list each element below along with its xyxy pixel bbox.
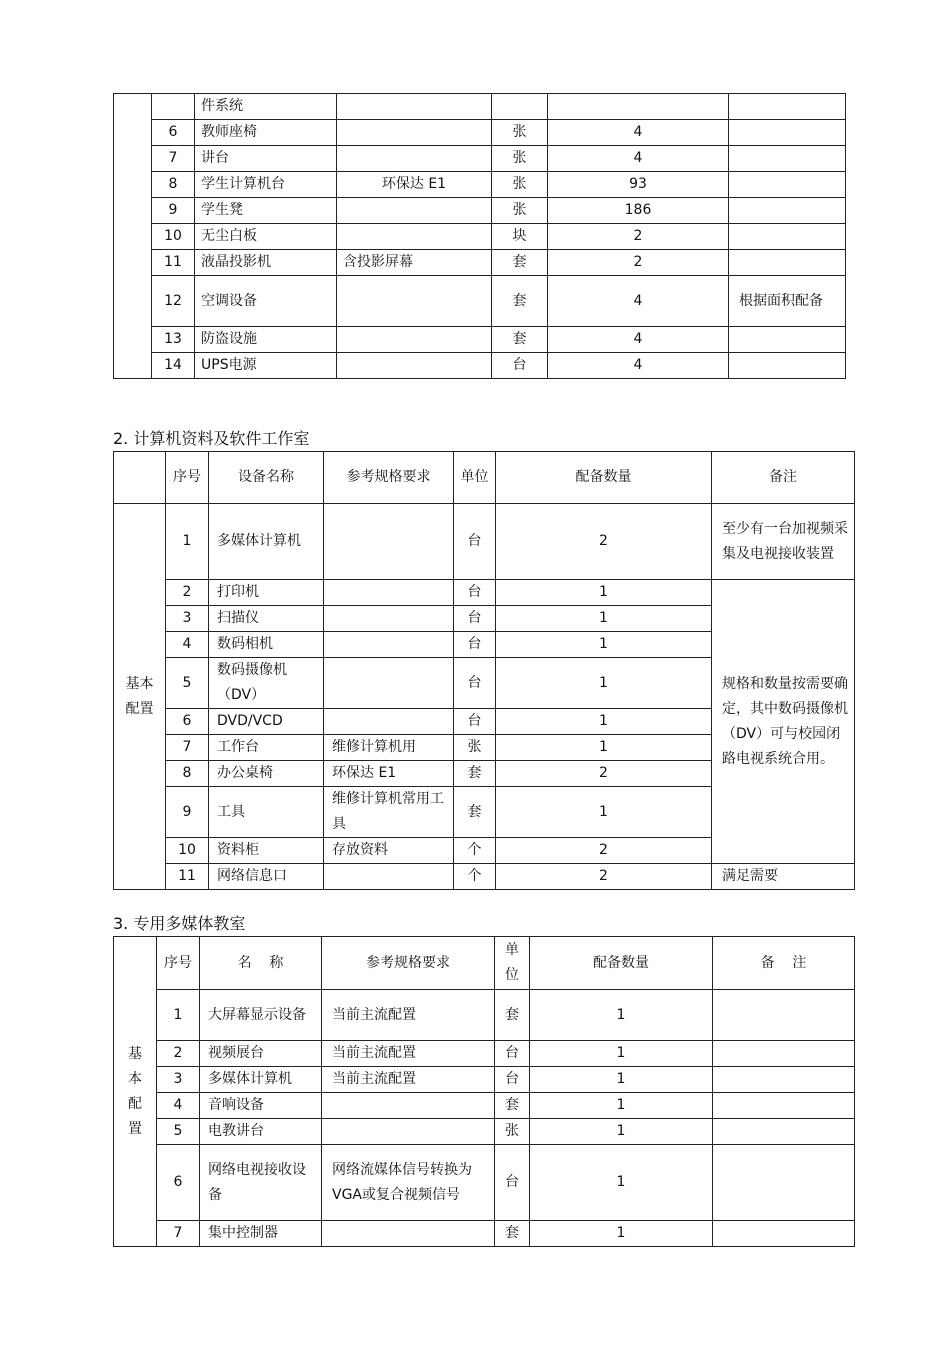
row-spec [324,632,454,658]
row-spec [337,94,492,120]
header-note: 备注 [712,452,855,504]
row-no: 9 [166,787,209,838]
row-qty: 186 [548,198,729,224]
row-spec [322,1093,495,1119]
table-row [114,580,855,606]
row-qty: 4 [548,146,729,172]
row-unit: 块 [492,224,548,250]
row-unit: 套 [495,990,530,1041]
row-qty: 1 [496,709,712,735]
table-row [114,250,846,276]
row-unit: 台 [492,353,548,379]
table-row [114,353,846,379]
table-header-row [114,452,855,504]
row-qty: 2 [496,761,712,787]
row-unit: 台 [495,1145,530,1221]
row-name: 学生凳 [195,198,337,224]
row-name: 工具 [209,787,324,838]
table-row [114,146,846,172]
row-spec [322,1119,495,1145]
table-row [114,94,846,120]
header-qty: 配备数量 [530,937,713,990]
row-unit: 套 [495,1093,530,1119]
row-name: 件系统 [195,94,337,120]
row-note [729,250,846,276]
row-name: 多媒体计算机 [200,1067,322,1093]
row-name: 讲台 [195,146,337,172]
row-unit: 套 [495,1221,530,1247]
row-no: 11 [152,250,195,276]
row-name: 多媒体计算机 [209,504,324,580]
row-qty: 2 [548,224,729,250]
row-no: 8 [152,172,195,198]
row-qty: 1 [496,580,712,606]
row-note [729,198,846,224]
row-name: 网络信息口 [209,864,324,890]
row-spec [322,1221,495,1247]
row-spec [324,580,454,606]
row-no: 10 [152,224,195,250]
row-qty: 4 [548,353,729,379]
row-spec: 存放资料 [324,838,454,864]
row-no: 1 [166,504,209,580]
row-unit: 台 [454,709,496,735]
row-unit: 张 [492,198,548,224]
row-note [729,353,846,379]
row-no: 3 [157,1067,200,1093]
row-name: 无尘白板 [195,224,337,250]
row-name: 扫描仪 [209,606,324,632]
row-no: 7 [157,1221,200,1247]
row-name: 视频展台 [200,1041,322,1067]
row-no: 10 [166,838,209,864]
row-note: 满足需要 [712,864,855,890]
row-unit: 套 [454,761,496,787]
row-qty: 2 [496,504,712,580]
row-spec [337,146,492,172]
header-name: 名 称 [200,937,322,990]
header-qty: 配备数量 [496,452,712,504]
row-spec [324,864,454,890]
header-name: 设备名称 [209,452,324,504]
table-header-row [114,937,855,990]
row-qty: 1 [496,658,712,709]
row-unit: 个 [454,864,496,890]
row-qty: 4 [548,276,729,327]
header-blank [114,452,166,504]
row-spec [324,709,454,735]
group-label [114,937,157,1247]
row-name: 学生计算机台 [195,172,337,198]
row-unit: 张 [454,735,496,761]
row-name: 办公桌椅 [209,761,324,787]
row-name: 防盗设施 [195,327,337,353]
row-unit: 个 [454,838,496,864]
row-note [713,1067,855,1093]
row-no: 14 [152,353,195,379]
row-unit: 台 [495,1041,530,1067]
row-spec: 当前主流配置 [322,990,495,1041]
row-unit: 张 [492,146,548,172]
row-name: 数码摄像机（DV） [209,658,324,709]
table-row [114,990,855,1041]
row-spec [337,353,492,379]
row-note [713,1041,855,1067]
row-unit: 台 [454,606,496,632]
table-row [114,198,846,224]
table-row [114,224,846,250]
row-spec: 含投影屏幕 [337,250,492,276]
table-row [114,276,846,327]
row-note [729,327,846,353]
table-row [114,172,846,198]
header-spec: 参考规格要求 [324,452,454,504]
row-spec: 环保达 E1 [324,761,454,787]
row-no: 5 [166,658,209,709]
row-unit: 台 [454,658,496,709]
row-name: 液晶投影机 [195,250,337,276]
row-unit: 套 [454,787,496,838]
row-qty: 2 [496,838,712,864]
row-name: 数码相机 [209,632,324,658]
row-qty: 1 [530,1221,713,1247]
row-qty: 93 [548,172,729,198]
section-heading-2: 2. 计算机资料及软件工作室 [113,429,310,448]
row-spec: 维修计算机常用工具 [324,787,454,838]
row-note [713,1221,855,1247]
row-name: 电教讲台 [200,1119,322,1145]
row-spec [337,198,492,224]
section-heading-3: 3. 专用多媒体教室 [113,914,246,933]
row-spec: 网络流媒体信号转换为 VGA或复合视频信号 [322,1145,495,1221]
row-qty: 1 [496,632,712,658]
row-spec [337,276,492,327]
header-unit: 单位 [495,937,530,990]
row-spec [324,606,454,632]
row-name: UPS电源 [195,353,337,379]
row-unit: 套 [492,327,548,353]
row-no: 8 [166,761,209,787]
row-no: 2 [157,1041,200,1067]
table-row [114,1067,855,1093]
row-qty: 1 [530,1145,713,1221]
row-note [713,1093,855,1119]
row-qty: 1 [496,735,712,761]
row-no: 2 [166,580,209,606]
row-no: 1 [157,990,200,1041]
row-name: 教师座椅 [195,120,337,146]
equipment-table-3 [113,936,855,1247]
header-no: 序号 [157,937,200,990]
row-unit: 台 [454,632,496,658]
row-note [729,94,846,120]
row-unit: 套 [492,250,548,276]
row-spec: 维修计算机用 [324,735,454,761]
row-unit: 张 [492,120,548,146]
row-qty: 1 [530,990,713,1041]
row-qty: 1 [530,1119,713,1145]
header-no: 序号 [166,452,209,504]
row-qty: 1 [530,1093,713,1119]
header-unit: 单位 [454,452,496,504]
row-spec [337,120,492,146]
row-note [713,990,855,1041]
table-row [114,1145,855,1221]
row-qty: 1 [530,1041,713,1067]
table-row [114,120,846,146]
table-row [114,864,855,890]
header-spec: 参考规格要求 [322,937,495,990]
row-no: 6 [166,709,209,735]
row-unit: 张 [492,172,548,198]
row-no: 6 [157,1145,200,1221]
row-note: 根据面积配备 [729,276,846,327]
table-row [114,1041,855,1067]
row-name: 音响设备 [200,1093,322,1119]
row-note [729,224,846,250]
equipment-table-2 [113,451,855,890]
row-qty: 2 [548,250,729,276]
table-row [114,1119,855,1145]
row-spec [324,658,454,709]
row-spec: 当前主流配置 [322,1041,495,1067]
table-row [114,1221,855,1247]
row-name: 集中控制器 [200,1221,322,1247]
row-unit: 台 [454,580,496,606]
row-spec [324,504,454,580]
row-spec: 当前主流配置 [322,1067,495,1093]
row-name: 打印机 [209,580,324,606]
row-no: 9 [152,198,195,224]
table-row [114,327,846,353]
merged-note: 规格和数量按需要确定，其中数码摄像机（DV）可与校园闭路电视系统合用。 [712,580,855,864]
row-note [713,1145,855,1221]
header-note: 备 注 [713,937,855,990]
row-no: 4 [166,632,209,658]
row-spec [337,224,492,250]
row-unit [492,94,548,120]
row-no: 3 [166,606,209,632]
row-no: 7 [166,735,209,761]
row-note [729,146,846,172]
row-spec: 环保达 E1 [337,172,492,198]
row-note: 至少有一台加视频采集及电视接收装置 [712,504,855,580]
table-row [114,504,855,580]
row-name: 空调设备 [195,276,337,327]
row-name: 大屏幕显示设备 [200,990,322,1041]
row-name: 工作台 [209,735,324,761]
row-no: 13 [152,327,195,353]
row-qty: 4 [548,327,729,353]
row-name: 资料柜 [209,838,324,864]
row-no: 7 [152,146,195,172]
row-note [729,120,846,146]
row-name: 网络电视接收设备 [200,1145,322,1221]
row-qty: 2 [496,864,712,890]
row-no: 6 [152,120,195,146]
row-unit: 张 [495,1119,530,1145]
group-label: 基本配置 [114,504,166,890]
row-qty: 1 [496,606,712,632]
row-unit: 台 [454,504,496,580]
row-qty: 1 [530,1067,713,1093]
row-qty: 4 [548,120,729,146]
row-qty: 1 [496,787,712,838]
row-name: DVD/VCD [209,709,324,735]
row-no: 11 [166,864,209,890]
row-unit: 套 [492,276,548,327]
row-no: 4 [157,1093,200,1119]
group-cell [114,94,152,379]
equipment-table-1 [113,93,846,379]
row-spec [337,327,492,353]
row-no: 12 [152,276,195,327]
group-label-text: 基本配置 [128,1045,142,1137]
row-no: 5 [157,1119,200,1145]
row-note [729,172,846,198]
row-unit: 台 [495,1067,530,1093]
row-qty [548,94,729,120]
row-note [713,1119,855,1145]
table-row [114,1093,855,1119]
row-no [152,94,195,120]
